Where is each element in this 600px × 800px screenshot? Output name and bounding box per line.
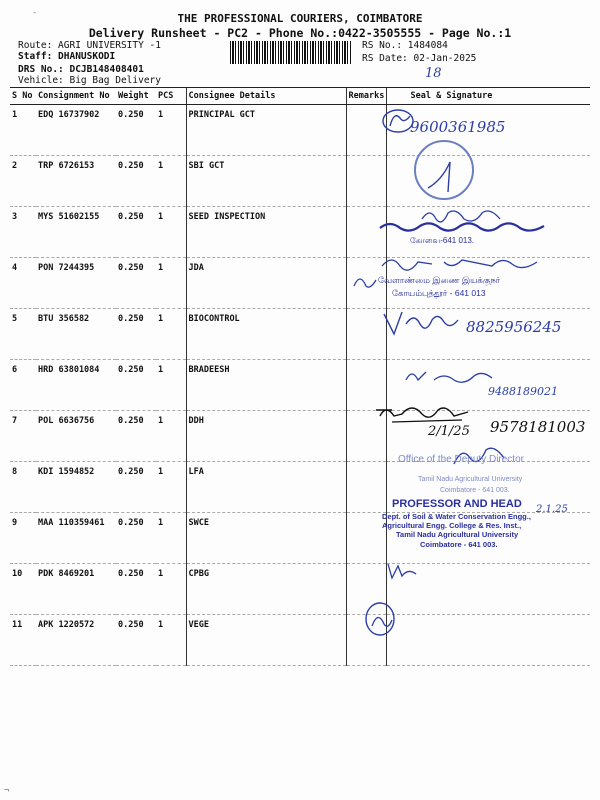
office-stamp-8-line2: Tamil Nadu Agricultural University [418,476,523,483]
row-remarks [346,156,386,207]
row-sno: 11 [10,615,36,666]
row-weight: 0.250 [116,258,156,309]
signature-10 [386,560,426,580]
row-consignment: KDI 1594852 [36,462,116,513]
row-consignee: CPBG [186,564,346,615]
row-consignee: DDH [186,411,346,462]
office-stamp-8-line1: Office of the Deputy Director [398,454,524,465]
col-weight: Weight [116,88,156,105]
row-sno: 10 [10,564,36,615]
corner-mark-bottom: ¬ [4,786,10,796]
professor-stamp-title: PROFESSOR AND HEAD [392,498,522,510]
row-weight: 0.250 [116,105,156,156]
row-consignment: MYS 51602155 [36,207,116,258]
signature-7-phone: 9578181003 [490,418,586,436]
row-consignment: TRP 6726153 [36,156,116,207]
row-sno: 2 [10,156,36,207]
col-remarks: Remarks [346,88,386,105]
row-pcs: 1 [156,513,186,564]
tamil-stamp-3 [378,220,548,234]
row-weight: 0.250 [116,360,156,411]
row-pcs: 1 [156,207,186,258]
row-pcs: 1 [156,258,186,309]
row-weight: 0.250 [116,411,156,462]
row-weight: 0.250 [116,309,156,360]
row-consignee: JDA [186,258,346,309]
row-pcs: 1 [156,462,186,513]
row-pcs: 1 [156,564,186,615]
row-consignment: HRD 63801084 [36,360,116,411]
row-sno: 4 [10,258,36,309]
row-weight: 0.250 [116,513,156,564]
rs-number: RS No.: 1484084 [362,40,448,51]
runsheet-table [10,88,590,666]
staff-label: Staff: DHANUSKODI [18,51,116,62]
signature-5-phone: 8825956245 [466,318,562,336]
professor-stamp-line3: Tamil Nadu Agricultural University [396,530,519,539]
handwritten-count: 18 [425,66,442,81]
row-remarks [346,462,386,513]
row-consignee: BRADEESH [186,360,346,411]
row-sno: 9 [10,513,36,564]
row-weight: 0.250 [116,564,156,615]
row-pcs: 1 [156,105,186,156]
row-consignment: PDK 8469201 [36,564,116,615]
signature-9-date: 2.1.25 [536,504,568,515]
row-consignment: PON 7244395 [36,258,116,309]
row-signature-cell [386,615,590,666]
table-header-row [10,88,590,105]
row-sno: 1 [10,105,36,156]
corner-mark: - [32,8,38,18]
row-sno: 3 [10,207,36,258]
row-sno: 5 [10,309,36,360]
col-signature: Seal & Signature [386,88,590,105]
row-consignee: SWCE [186,513,346,564]
table-row [10,156,590,207]
col-pcs: PCS [156,88,186,105]
row-pcs: 1 [156,156,186,207]
table-row [10,564,590,615]
tamil-stamp-4-line1: வேளாண்மை இணை இயக்குநர் [378,275,501,285]
row-consignment: EDQ 16737902 [36,105,116,156]
row-sno: 8 [10,462,36,513]
row-consignment: BTU 356582 [36,309,116,360]
signature-7 [372,400,472,426]
signature-1-phone: 9600361985 [410,118,506,136]
runsheet-header [0,0,600,90]
row-sno: 7 [10,411,36,462]
row-consignee: VEGE [186,615,346,666]
barcode-image [230,41,352,64]
row-consignee: PRINCIPAL GCT [186,105,346,156]
row-weight: 0.250 [116,156,156,207]
col-sno: S No [10,88,36,105]
table-row [10,615,590,666]
professor-stamp-line1: Dept. of Soil & Water Conservation Engg., [382,512,531,521]
row-pcs: 1 [156,615,186,666]
row-consignment: APK 1220572 [36,615,116,666]
signature-2 [420,150,470,200]
company-title: THE PROFESSIONAL COURIERS, COIMBATORE [177,12,423,25]
row-sno: 6 [10,360,36,411]
row-weight: 0.250 [116,207,156,258]
row-consignee: SBI GCT [186,156,346,207]
professor-stamp-line2: Agricultural Engg. College & Res. Inst., [382,521,522,530]
row-consignee: LFA [186,462,346,513]
signature-6 [404,366,494,388]
col-consignment: Consignment No [36,88,116,105]
row-weight: 0.250 [116,462,156,513]
row-consignment: MAA 110359461 [36,513,116,564]
signature-11 [362,600,398,638]
vehicle-label: Vehicle: Big Bag Delivery [18,75,161,86]
runsheet-subtitle: Delivery Runsheet - PC2 - Phone No.:0422-3505555 - Page No.:1 [88,26,512,40]
drs-number: DRS No.: DCJB148408401 [18,64,144,75]
signature-6-phone: 9488189021 [488,385,558,398]
tamil-stamp-3-line2: கோவை-641 013. [410,236,475,245]
signature-5 [380,308,460,338]
row-remarks [346,513,386,564]
row-consignee: BIOCONTROL [186,309,346,360]
row-pcs: 1 [156,411,186,462]
rs-date: RS Date: 02-Jan-2025 [362,53,477,64]
route-label: Route: AGRI UNIVERSITY -1 [18,40,161,51]
row-consignment: POL 6636756 [36,411,116,462]
row-weight: 0.250 [116,615,156,666]
tamil-stamp-4-line2: கோயம்புத்தூர் - 641 013 [392,288,486,298]
row-consignee: SEED INSPECTION [186,207,346,258]
office-stamp-8-line3: Coimbatore - 641 003. [440,487,510,494]
professor-stamp-line4: Coimbatore - 641 003. [420,540,498,549]
col-consignee: Consignee Details [186,88,346,105]
row-pcs: 1 [156,360,186,411]
row-pcs: 1 [156,309,186,360]
signature-7-date: 2/1/25 [428,424,470,439]
